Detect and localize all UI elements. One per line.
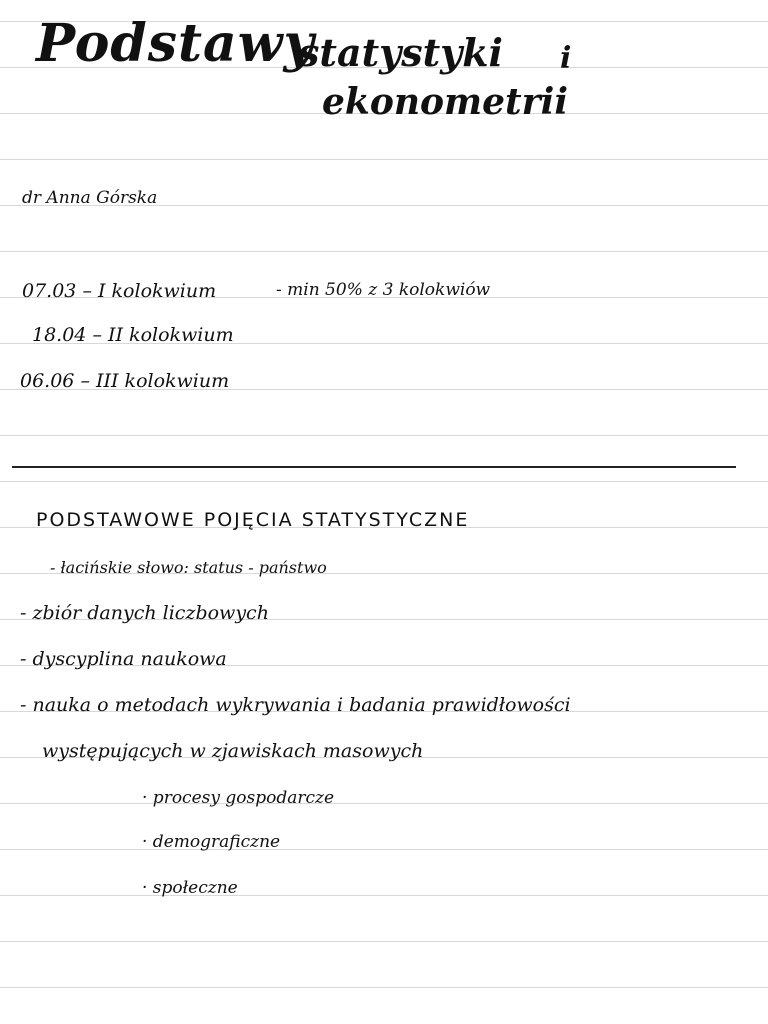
- bullet-item: - zbiór danych liczbowych: [20, 602, 269, 624]
- author-line: dr Anna Górska: [22, 188, 158, 208]
- schedule-row-2: [32, 326, 234, 345]
- schedule-item: II kolokwium: [108, 324, 234, 346]
- sub-item: · procesy gospodarcze: [142, 788, 335, 808]
- schedule-dash: –: [92, 324, 108, 346]
- title-word-i: i: [560, 41, 572, 76]
- schedule-note: - min 50% z 3 kolokwiów: [276, 280, 491, 300]
- bullet-item: - dyscyplina naukowa: [20, 648, 227, 670]
- sub-item: · demograficzne: [142, 832, 281, 852]
- schedule-row-3: [20, 372, 229, 391]
- sub-item: · społeczne: [142, 878, 238, 898]
- section-divider: [12, 466, 736, 468]
- schedule-dash: –: [82, 280, 98, 302]
- schedule-date: 07.03: [22, 280, 77, 302]
- title-word-podstawy: Podstawy: [36, 13, 315, 74]
- schedule-date: 06.06: [20, 370, 75, 392]
- bullet-item-continuation: występujących w zjawiskach masowych: [42, 740, 424, 762]
- schedule-dash: –: [80, 370, 96, 392]
- bullet-item: - nauka o metodach wykrywania i badania prawidłowości: [20, 694, 571, 716]
- schedule-item: III kolokwium: [96, 370, 230, 392]
- schedule-item: I kolokwium: [98, 280, 217, 302]
- title-word-statystyki: statystyki: [298, 30, 503, 75]
- schedule-date: 18.04: [32, 324, 87, 346]
- section-heading: PODSTAWOWE POJĘCIA STATYSTYCZNE: [36, 509, 470, 531]
- title-word-ekonometrii: ekonometrii: [322, 81, 568, 123]
- bullet-item: - łacińskie słowo: status - państwo: [50, 558, 327, 577]
- schedule-row-1: [22, 282, 216, 301]
